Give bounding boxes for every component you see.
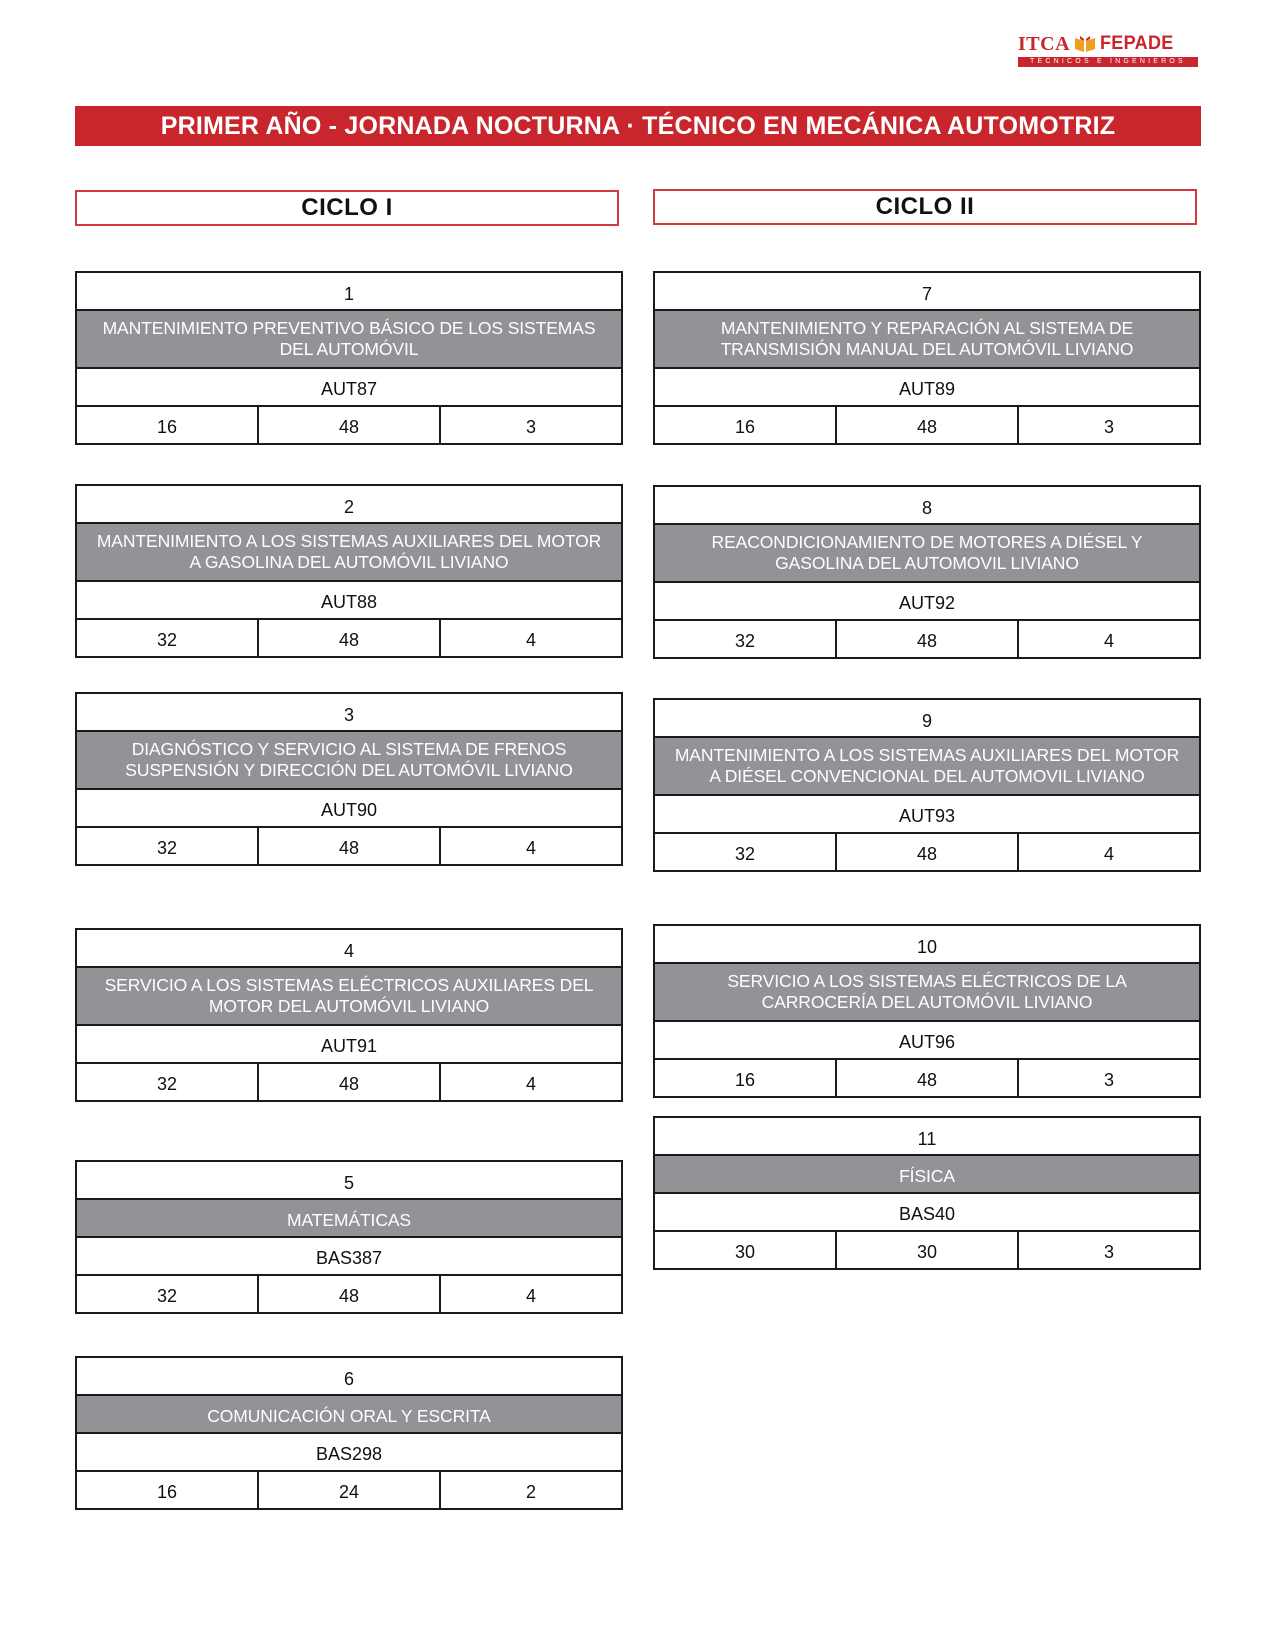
course-value-2: 48	[835, 407, 1017, 443]
course-value-3: 3	[439, 407, 621, 443]
course-name: MATEMÁTICAS	[77, 1200, 621, 1238]
course-name: REACONDICIONAMIENTO DE MOTORES A DIÉSEL Y GASOLINA DEL AUTOMOVIL LIVIANO	[655, 525, 1199, 583]
course-number: 9	[655, 700, 1199, 738]
course-code: AUT91	[77, 1026, 621, 1064]
course-card	[75, 1160, 623, 1314]
course-card	[75, 1356, 623, 1510]
open-book-icon	[1074, 35, 1096, 53]
course-number: 10	[655, 926, 1199, 964]
course-code: AUT88	[77, 582, 621, 620]
course-value-3: 4	[439, 1064, 621, 1100]
course-values	[655, 834, 1199, 870]
course-card	[653, 485, 1201, 659]
course-number: 2	[77, 486, 621, 524]
course-values	[655, 1060, 1199, 1096]
course-card	[75, 692, 623, 866]
course-values	[655, 621, 1199, 657]
page-title-banner: PRIMER AÑO - JORNADA NOCTURNA · TÉCNICO EN MECÁNICA AUTOMOTRIZ	[75, 106, 1201, 146]
course-value-2: 30	[835, 1232, 1017, 1268]
course-value-1: 30	[734, 1241, 756, 1262]
course-name: MANTENIMIENTO A LOS SISTEMAS AUXILIARES DEL MOTOR A GASOLINA DEL AUTOMÓVIL LIVIANO	[77, 524, 621, 582]
course-name: COMUNICACIÓN ORAL Y ESCRITA	[77, 1396, 621, 1434]
course-card	[653, 924, 1201, 1098]
course-card	[75, 928, 623, 1102]
course-number: 8	[655, 487, 1199, 525]
course-name: SERVICIO A LOS SISTEMAS ELÉCTRICOS AUXILIARES DEL MOTOR DEL AUTOMÓVIL LIVIANO	[77, 968, 621, 1026]
course-code: AUT92	[655, 583, 1199, 621]
course-value-1: 16	[156, 1481, 178, 1502]
course-card	[653, 1116, 1201, 1270]
course-values	[77, 1276, 621, 1312]
course-value-3: 2	[439, 1472, 621, 1508]
course-value-1: 32	[734, 843, 756, 864]
course-code: AUT87	[77, 369, 621, 407]
course-value-3: 3	[1017, 1232, 1199, 1268]
course-code: AUT90	[77, 790, 621, 828]
course-number: 3	[77, 694, 621, 732]
course-value-1: 32	[734, 630, 756, 651]
course-value-3: 4	[439, 1276, 621, 1312]
course-values	[77, 1064, 621, 1100]
course-code: AUT89	[655, 369, 1199, 407]
course-code: AUT96	[655, 1022, 1199, 1060]
course-number: 11	[655, 1118, 1199, 1156]
course-values	[655, 1232, 1199, 1268]
course-name: MANTENIMIENTO A LOS SISTEMAS AUXILIARES DEL MOTOR A DIÉSEL CONVENCIONAL DEL AUTOMOVIL LIVIANO	[655, 738, 1199, 796]
course-value-1: 32	[156, 1073, 178, 1094]
course-value-2: 48	[835, 621, 1017, 657]
logo-tagline: TÉCNICOS E INGENIEROS	[1018, 57, 1198, 67]
course-value-3: 4	[1017, 621, 1199, 657]
course-value-2: 48	[257, 407, 439, 443]
course-value-1: 16	[156, 416, 178, 437]
course-value-1: 32	[156, 629, 178, 650]
course-card	[75, 484, 623, 658]
course-number: 4	[77, 930, 621, 968]
course-value-2: 48	[257, 1064, 439, 1100]
course-code: AUT93	[655, 796, 1199, 834]
course-number: 7	[655, 273, 1199, 311]
course-values	[77, 1472, 621, 1508]
course-value-3: 3	[1017, 1060, 1199, 1096]
cycle-1-header: CICLO I	[75, 190, 619, 226]
course-name: MANTENIMIENTO PREVENTIVO BÁSICO DE LOS SISTEMAS DEL AUTOMÓVIL	[77, 311, 621, 369]
course-value-2: 48	[835, 834, 1017, 870]
course-value-2: 48	[257, 1276, 439, 1312]
course-value-1: 16	[734, 416, 756, 437]
course-card	[653, 271, 1201, 445]
course-value-1: 32	[156, 1285, 178, 1306]
course-value-3: 3	[1017, 407, 1199, 443]
course-name: FÍSICA	[655, 1156, 1199, 1194]
course-name: DIAGNÓSTICO Y SERVICIO AL SISTEMA DE FRENOS SUSPENSIÓN Y DIRECCIÓN DEL AUTOMÓVIL LIVIANO	[77, 732, 621, 790]
course-values	[77, 407, 621, 443]
course-value-3: 4	[439, 828, 621, 864]
course-value-2: 48	[257, 620, 439, 656]
course-number: 1	[77, 273, 621, 311]
course-card	[75, 271, 623, 445]
course-value-1: 32	[156, 837, 178, 858]
course-name: MANTENIMIENTO Y REPARACIÓN AL SISTEMA DE TRANSMISIÓN MANUAL DEL AUTOMÓVIL LIVIANO	[655, 311, 1199, 369]
course-value-2: 48	[835, 1060, 1017, 1096]
course-value-2: 24	[257, 1472, 439, 1508]
course-values	[77, 620, 621, 656]
course-value-3: 4	[439, 620, 621, 656]
course-values	[77, 828, 621, 864]
course-code: BAS298	[77, 1434, 621, 1472]
logo-itca-text: ITCA	[1018, 33, 1071, 55]
logo-fepade-text: FEPADE	[1100, 33, 1174, 54]
course-value-3: 4	[1017, 834, 1199, 870]
course-card	[653, 698, 1201, 872]
course-name: SERVICIO A LOS SISTEMAS ELÉCTRICOS DE LA CARROCERÍA DEL AUTOMÓVIL LIVIANO	[655, 964, 1199, 1022]
course-values	[655, 407, 1199, 443]
course-number: 5	[77, 1162, 621, 1200]
cycle-2-header: CICLO II	[653, 189, 1197, 225]
course-value-1: 16	[734, 1069, 756, 1090]
itca-fepade-logo	[1018, 33, 1198, 67]
course-code: BAS40	[655, 1194, 1199, 1232]
course-number: 6	[77, 1358, 621, 1396]
course-code: BAS387	[77, 1238, 621, 1276]
course-value-2: 48	[257, 828, 439, 864]
